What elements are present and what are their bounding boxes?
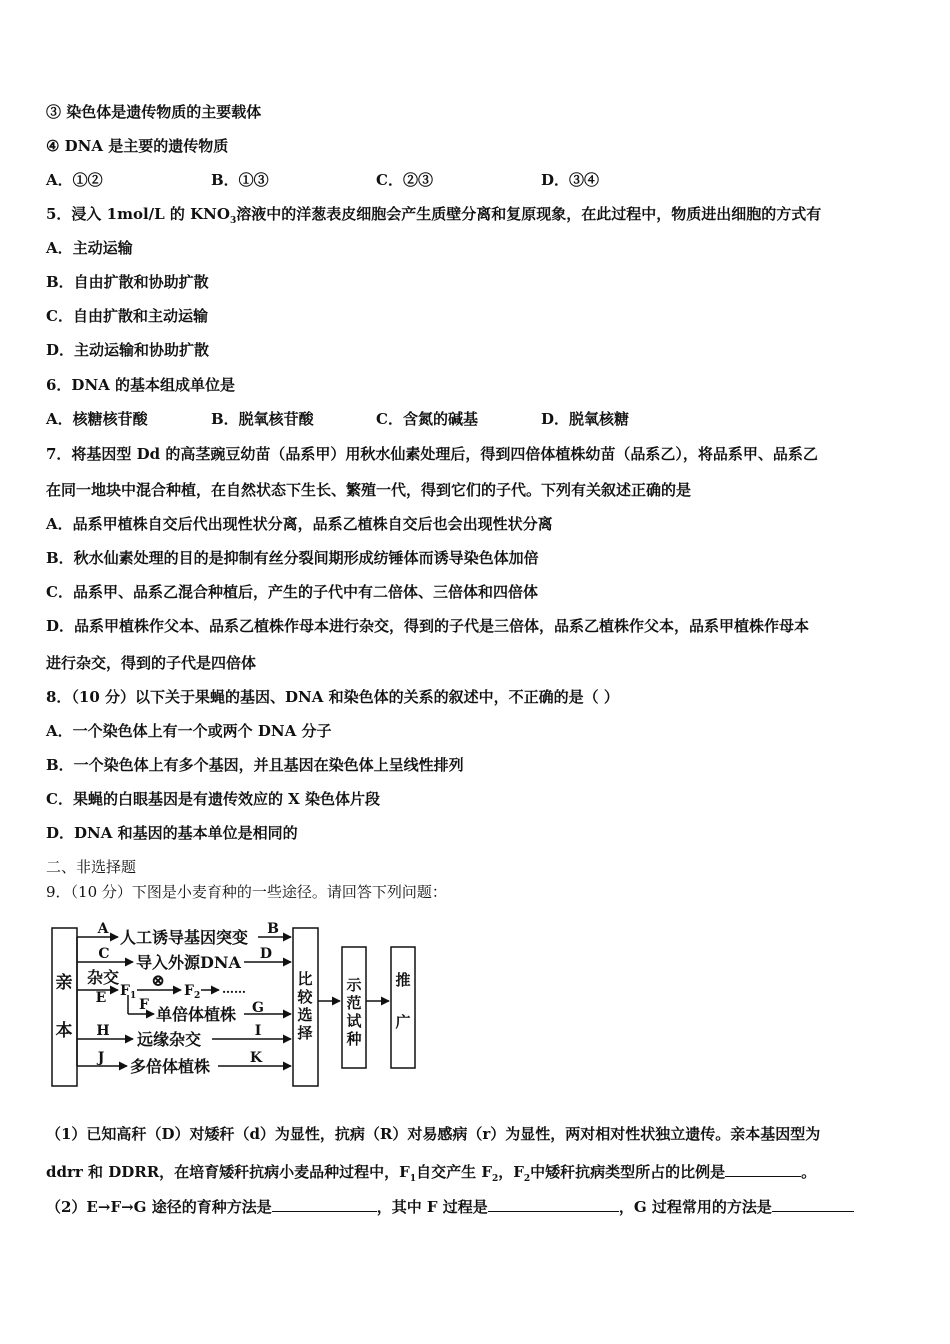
q4-option-a[interactable]: A．①② (46, 171, 103, 189)
svg-text:选: 选 (297, 1006, 313, 1024)
q8-option-b[interactable]: B．一个染色体上有多个基因，并且基因在染色体上呈线性排列 (46, 756, 464, 774)
q6-stem: 6．DNA 的基本组成单位是 (46, 376, 236, 394)
q7-option-b[interactable]: B．秋水仙素处理的目的是抑制有丝分裂间期形成纺锤体而诱导染色体加倍 (46, 549, 539, 567)
q7-option-a[interactable]: A．品系甲植株自交后代出现性状分离，品系乙植株自交后也会出现性状分离 (46, 515, 553, 533)
label-G: G (252, 1000, 264, 1016)
section-title: 二、非选择题 (46, 858, 137, 876)
row-mutation (77, 921, 291, 947)
label-D: D (259, 946, 273, 962)
label-C: C (98, 946, 110, 962)
q5-stem: 5．浸入 1mol/L 的 $KNO_3$溶液中的洋葱表皮细胞会产生质壁分离和复原现象，在此过程中，物质进出细胞的方式有 (46, 205, 822, 226)
label-polyploid: 多倍体植株 (130, 1057, 211, 1076)
promote-box (391, 947, 415, 1068)
svg-text:广: 广 (395, 1013, 411, 1031)
parent-box (52, 928, 77, 1086)
q8-stem: 8．（10 分）以下关于果蝇的基因、DNA 和染色体的关系的叙述中，不正确的是（ ） (46, 688, 619, 706)
parent-label-1: 亲 (55, 973, 73, 993)
svg-text:较: 较 (297, 988, 313, 1006)
q8-option-d[interactable]: D．DNA 和基因的基本单位是相同的 (46, 824, 298, 842)
q8-option-c[interactable]: C．果蝇的白眼基因是有遗传效应的 X 染色体片段 (46, 790, 381, 808)
label-foreign-dna: 导入外源DNA (136, 953, 241, 972)
q5-option-d[interactable]: D．主动运输和协助扩散 (46, 341, 210, 359)
q6-option-a[interactable]: A．核糖核苷酸 (46, 410, 148, 428)
ellipsis: …… (222, 982, 246, 996)
q9-part2: （2）E→F→G 途径的育种方法是 ，其中 F 过程是 ，G 过程常用的方法是 (46, 1196, 854, 1217)
answer-blank-4[interactable] (772, 1196, 854, 1212)
q7-option-d-cont: 进行杂交，得到的子代是四倍体 (46, 654, 257, 672)
row-hybridization (77, 968, 246, 1006)
statement-3: ③ 染色体是遗传物质的主要载体 (46, 103, 262, 121)
selfing-symbol: ⊗ (150, 971, 166, 991)
label-haploid: 单倍体植株 (156, 1005, 237, 1024)
q7-stem-line2: 在同一地块中混合种植，在自然状态下生长、繁殖一代，得到它们的子代。下列有关叙述正确的是 (46, 481, 692, 499)
q7-stem-line1: 7．将基因型 Dd 的高茎豌豆幼苗（品系甲）用秋水仙素处理后，得到四倍体植株幼苗（品系乙），将品系甲、品系乙 (46, 445, 818, 463)
q9-stem: 9．（10 分）下图是小麦育种的一些途径。请回答下列问题： (46, 883, 447, 901)
statement-4: ④ DNA 是主要的遗传物质 (46, 137, 229, 155)
label-I: I (254, 1023, 262, 1039)
label-mutation: 人工诱导基因突变 (120, 928, 249, 947)
label-distant-hybrid: 远缘杂交 (137, 1030, 202, 1049)
svg-text:推: 推 (395, 971, 411, 989)
parent-label-2: 本 (55, 1021, 73, 1041)
label-J: J (97, 1050, 105, 1066)
q4-option-c[interactable]: C．②③ (376, 171, 433, 189)
label-H: H (96, 1023, 110, 1039)
svg-text:种: 种 (346, 1030, 362, 1048)
label-F2: $F_2$ (184, 983, 201, 1001)
q5-option-a[interactable]: A．主动运输 (46, 239, 133, 257)
row-distant-hybrid (77, 1023, 291, 1049)
q6-option-b[interactable]: B．脱氧核苷酸 (211, 410, 314, 428)
label-A: A (97, 921, 109, 937)
q8-option-a[interactable]: A．一个染色体上有一个或两个 DNA 分子 (46, 722, 332, 740)
q4-option-d[interactable]: D．③④ (541, 171, 600, 189)
q5-option-c[interactable]: C．自由扩散和主动运输 (46, 307, 208, 325)
label-F1: $F_1$ (120, 983, 137, 1001)
label-B: B (267, 921, 279, 937)
q9-part1-line2: ddrr 和 DDRR，在培育矮秆抗病小麦品种过程中，$F_1$自交产生 $F_2$，$F_2$中矮秆抗病类型所占的比例是 。 (46, 1163, 817, 1184)
svg-text:范: 范 (346, 994, 362, 1012)
q9-part1-line1: （1）已知高秆（D）对矮秆（d）为显性，抗病（R）对易感病（r）为显性，两对相对性状独立遗传。亲本基因型为 (46, 1125, 821, 1143)
svg-text:示: 示 (346, 976, 362, 994)
label-K: K (249, 1050, 263, 1066)
q6-option-c[interactable]: C．含氮的碱基 (376, 410, 478, 428)
answer-blank-3[interactable] (488, 1196, 619, 1212)
q6-option-d[interactable]: D．脱氧核糖 (541, 410, 630, 428)
answer-blank-2[interactable] (272, 1196, 377, 1212)
label-F: F (139, 997, 149, 1013)
row-polyploid (77, 1050, 291, 1076)
q4-option-b[interactable]: B．①③ (211, 171, 269, 189)
row-haploid (128, 995, 291, 1024)
label-hybrid: 杂交 (87, 968, 120, 987)
q5-option-b[interactable]: B．自由扩散和协助扩散 (46, 273, 209, 291)
label-E: E (95, 990, 107, 1006)
q7-option-d[interactable]: D．品系甲植株作父本、品系乙植株作母本进行杂交，得到的子代是三倍体，品系乙植株作父本，品系甲植株作母本 (46, 617, 810, 635)
answer-blank-1[interactable] (725, 1161, 801, 1177)
svg-text:比: 比 (297, 970, 313, 988)
svg-text:试: 试 (346, 1012, 362, 1030)
svg-text:择: 择 (297, 1024, 313, 1042)
q7-option-c[interactable]: C．品系甲、品系乙混合种植后，产生的子代中有二倍体、三倍体和四倍体 (46, 583, 538, 601)
